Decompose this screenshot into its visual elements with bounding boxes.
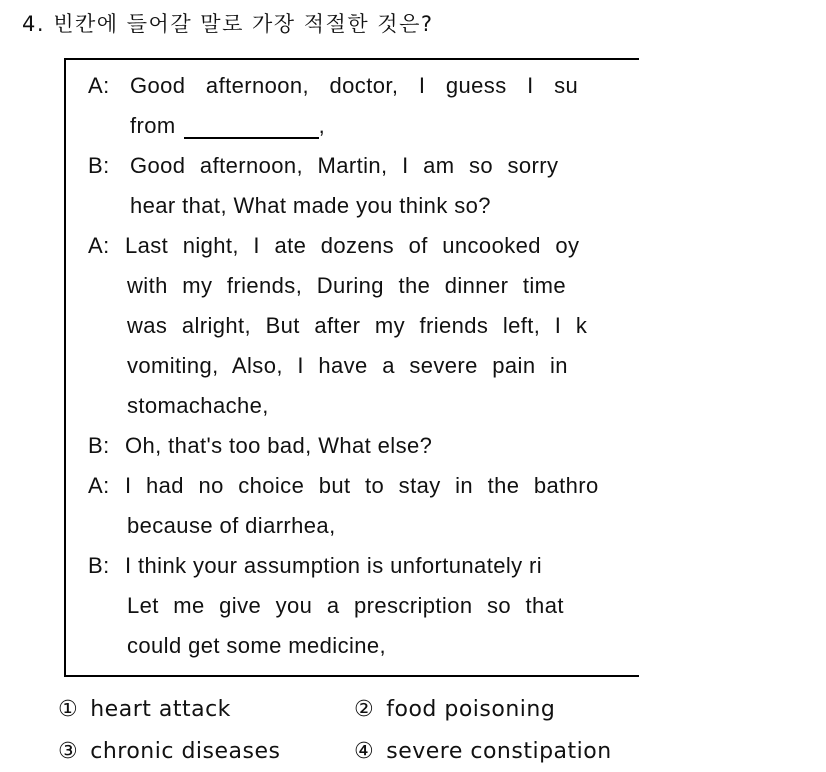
dialogue-line — [127, 626, 386, 666]
speaker-label: B: — [88, 553, 110, 578]
dialogue-line — [127, 346, 568, 386]
speaker-label: B: — [88, 153, 110, 178]
line-text: Oh, that's too bad, What else? — [125, 433, 433, 458]
line-text: Let me give you a prescription so that — [127, 593, 564, 618]
speaker-label: A: — [88, 473, 110, 498]
speaker-label: A: — [88, 233, 110, 258]
dialogue-line — [127, 266, 566, 306]
line-text: could get some medicine, — [127, 633, 387, 658]
choice-1[interactable] — [58, 690, 231, 730]
dialogue-line — [88, 466, 599, 506]
line-text: because of diarrhea, — [127, 513, 336, 538]
line-text: with my friends, During the dinner time — [127, 273, 566, 298]
speaker-label: B: — [88, 433, 110, 458]
answer-blank — [184, 115, 319, 139]
dialogue-line — [88, 66, 578, 106]
dialogue-line — [88, 146, 558, 186]
dialogue-line — [127, 506, 336, 546]
line-text: Last night, I ate dozens of uncooked oy — [125, 233, 580, 258]
line-text: hear that, What made you think so? — [130, 193, 491, 218]
line-text: Good afternoon, doctor, I guess I su — [130, 73, 579, 98]
dialogue-box-viewport — [64, 58, 639, 677]
line-text: Good afternoon, Martin, I am so sorry — [130, 153, 559, 178]
choice-number: ④ — [354, 739, 375, 764]
choice-label: food poisoning — [386, 697, 556, 722]
choice-number: ③ — [58, 739, 79, 764]
speaker-label: A: — [88, 73, 110, 98]
line-text: was alright, But after my friends left, I k — [127, 313, 588, 338]
line-text: I had no choice but to stay in the bathro — [125, 473, 599, 498]
dialogue-line — [127, 306, 587, 346]
choice-4[interactable] — [354, 732, 612, 772]
dialogue-line — [88, 546, 542, 586]
line-text: stomachache, — [127, 393, 269, 418]
dialogue-line — [130, 106, 325, 146]
dialogue-box — [64, 58, 639, 677]
line-text: I think your assumption is unfortunately ri — [125, 553, 543, 578]
choice-number: ① — [58, 697, 79, 722]
dialogue-line — [88, 226, 579, 266]
dialogue-line — [127, 586, 564, 626]
question-title: 4. 빈칸에 들어갈 말로 가장 적절한 것은? — [22, 12, 434, 36]
choice-2[interactable] — [354, 690, 555, 730]
dialogue-line — [127, 386, 269, 426]
choice-label: severe constipation — [386, 739, 612, 764]
dialogue-line — [88, 426, 432, 466]
choice-number: ② — [354, 697, 375, 722]
choice-label: chronic diseases — [90, 739, 281, 764]
dialogue-line — [130, 186, 491, 226]
choice-label: heart attack — [90, 697, 231, 722]
line-text: vomiting, Also, I have a severe pain in — [127, 353, 568, 378]
line-text: from — [130, 113, 176, 138]
blank-punctuation: , — [318, 113, 326, 138]
choice-3[interactable] — [58, 732, 280, 772]
